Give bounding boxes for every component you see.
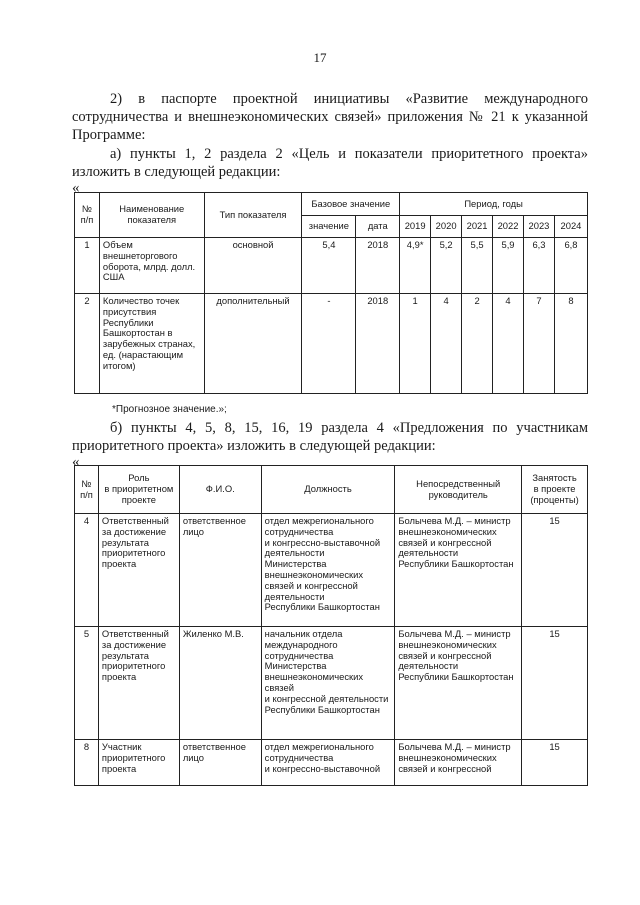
cell-num: 1 [75,238,100,294]
header-date: дата [356,216,400,238]
cell-type: основной [204,238,302,294]
cell-position: отдел межрегионального сотрудничества и конгрессно-выставочной деятельности Министерства внешнеэкономических связей и конгрессной деятельности Республики Башкортостан [261,514,395,627]
header-period: Период, годы [400,193,588,216]
cell-year: 2 [462,294,493,394]
cell-num: 8 [75,740,99,786]
cell-name: Количество точек присутствия Республики Башкортостан в зарубежных странах, ед. (нарастающим итогом) [99,294,204,394]
cell-year: 4,9* [400,238,431,294]
cell-year: 6,8 [554,238,587,294]
cell-fio: ответственное лицо [179,740,261,786]
cell-year: 4 [431,294,462,394]
forecast-note: *Прогнозное значение.»; [112,404,227,415]
header-fio: Ф.И.О. [179,466,261,514]
cell-role: Участник приоритетного проекта [98,740,179,786]
cell-fio: ответственное лицо [179,514,261,627]
cell-year: 6,3 [523,238,554,294]
table-row [75,740,588,786]
cell-year: 5,9 [493,238,524,294]
cell-year: 5,5 [462,238,493,294]
paragraph-intro: 2) в паспорте проектной инициативы «Развитие международного сотрудничества и внешнеэкономических связей» приложения № 21 к указанной Программе: [72,91,588,143]
cell-year: 5,2 [431,238,462,294]
header-year: 2022 [493,216,524,238]
cell-num: 4 [75,514,99,627]
table-row [75,514,588,627]
header-year: 2024 [554,216,587,238]
cell-year: 7 [523,294,554,394]
header-year: 2019 [400,216,431,238]
cell-manager: Болычева М.Д. – министр внешнеэкономических связей и конгрессной деятельности Республики Башкортостан [395,514,522,627]
cell-value: 5,4 [302,238,356,294]
cell-manager: Болычева М.Д. – министр внешнеэкономических связей и конгрессной деятельности Республики Башкортостан [395,627,522,740]
cell-year: 4 [493,294,524,394]
cell-value: - [302,294,356,394]
cell-year: 8 [554,294,587,394]
cell-num: 2 [75,294,100,394]
cell-load: 15 [522,740,588,786]
quote-open-1: « [72,180,80,196]
header-num: № п/п [75,466,99,514]
header-base: Базовое значение [302,193,400,216]
indicators-table [74,192,588,394]
cell-role: Ответственный за достижение результата приоритетного проекта [98,514,179,627]
cell-num: 5 [75,627,99,740]
cell-role: Ответственный за достижение результата приоритетного проекта [98,627,179,740]
header-manager: Непосредственный руководитель [395,466,522,514]
quote-open-2: « [72,454,80,470]
table-row [75,294,588,394]
cell-year: 1 [400,294,431,394]
header-year: 2020 [431,216,462,238]
cell-load: 15 [522,627,588,740]
header-num: № п/п [75,193,100,238]
page-number: 17 [313,50,327,65]
header-name: Наименование показателя [99,193,204,238]
header-role: Роль в приоритетном проекте [98,466,179,514]
header-type: Тип показателя [204,193,302,238]
participants-table [74,465,588,786]
cell-date: 2018 [356,294,400,394]
table-row [75,627,588,740]
header-value: значение [302,216,356,238]
cell-type: дополнительный [204,294,302,394]
cell-position: отдел межрегионального сотрудничества и конгрессно-выставочной [261,740,395,786]
paragraph-a: а) пункты 1, 2 раздела 2 «Цель и показатели приоритетного проекта» изложить в следующей редакции: [72,146,588,180]
cell-date: 2018 [356,238,400,294]
paragraph-b: б) пункты 4, 5, 8, 15, 16, 19 раздела 4 «Предложения по участникам приоритетного проекта» изложить в следующей редакции: [72,420,588,454]
cell-load: 15 [522,514,588,627]
header-position: Должность [261,466,395,514]
cell-fio: Жиленко М.В. [179,627,261,740]
table-row [75,238,588,294]
header-year: 2023 [523,216,554,238]
cell-position: начальник отдела международного сотрудничества Министерства внешнеэкономических связей и конгрессной деятельности Республики Башкортостан [261,627,395,740]
header-load: Занятость в проекте (проценты) [522,466,588,514]
header-year: 2021 [462,216,493,238]
cell-manager: Болычева М.Д. – министр внешнеэкономических связей и конгрессной [395,740,522,786]
cell-name: Объем внешнеторгового оборота, млрд. долл. США [99,238,204,294]
